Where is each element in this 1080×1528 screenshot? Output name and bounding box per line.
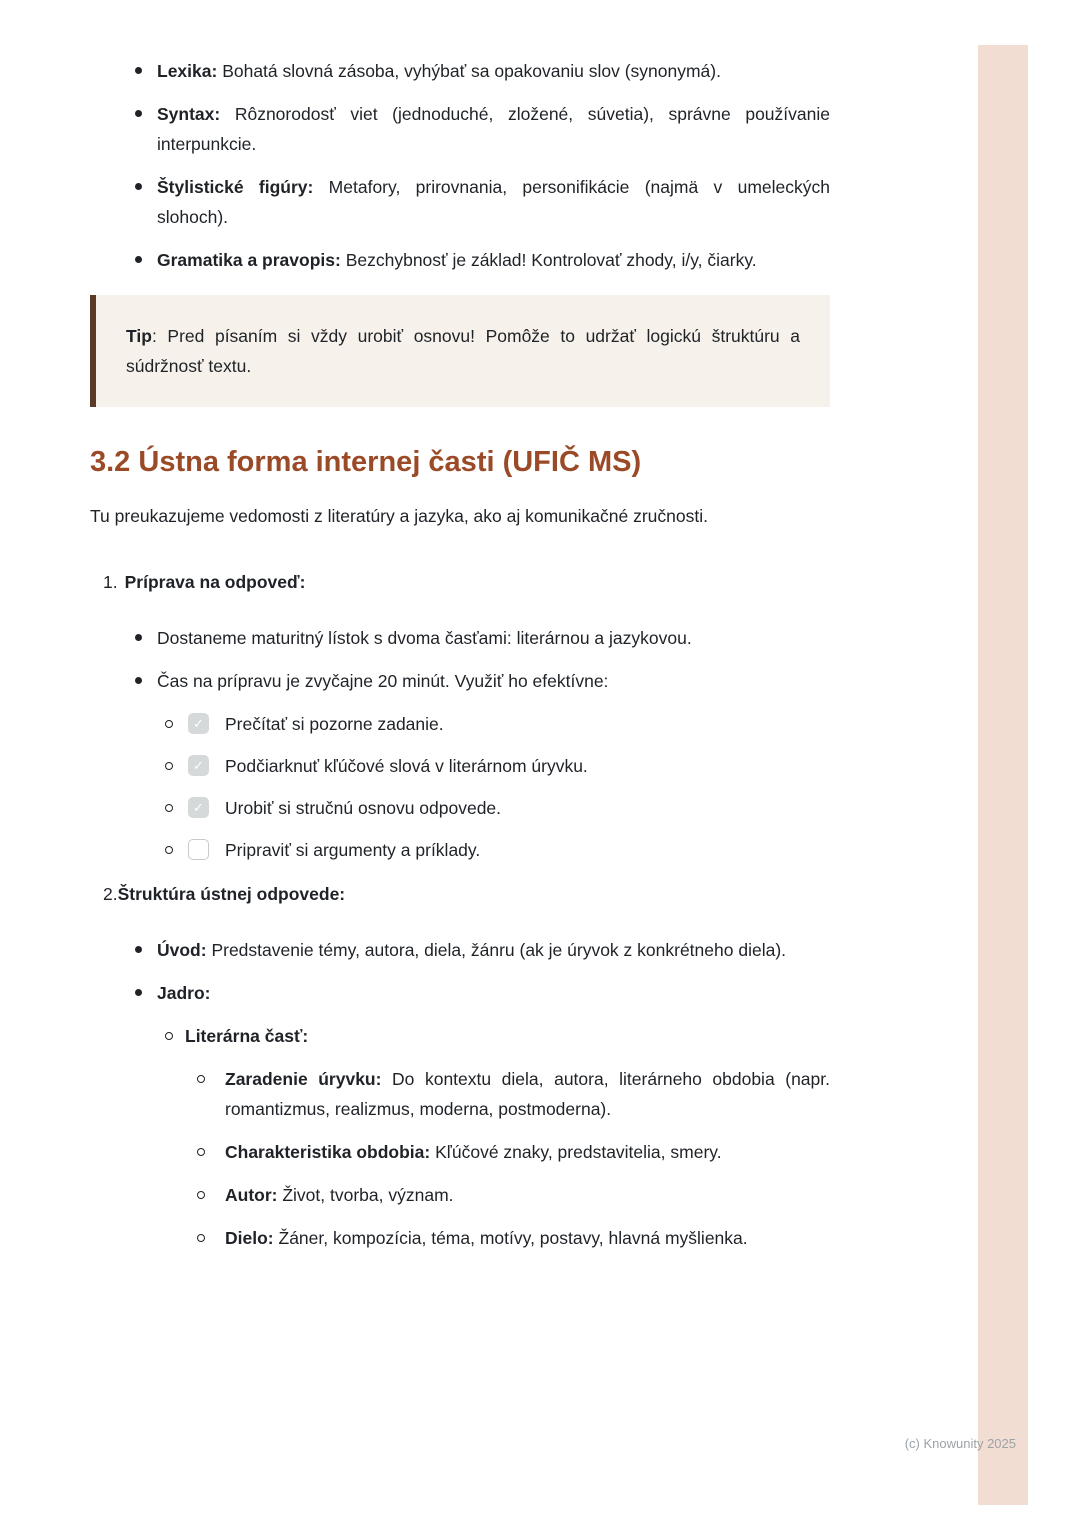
bullet-icon (135, 623, 157, 641)
step1-bullets (135, 623, 830, 696)
item-number: 1. (103, 572, 118, 592)
bullet-icon (135, 666, 157, 684)
literarna-sublist (197, 1064, 830, 1253)
step2-bullets (135, 935, 830, 1008)
list-item-text (157, 172, 830, 232)
checkbox-checked-icon[interactable] (188, 797, 209, 818)
list-item (135, 172, 830, 232)
list-item-label: Literárna časť: (185, 1026, 309, 1046)
writing-criteria-list (135, 56, 830, 275)
checkbox-checked-icon[interactable] (188, 755, 209, 776)
jadro-sublist (165, 1021, 830, 1051)
checklist-item (165, 793, 830, 823)
section-intro: Tu preukazujeme vedomosti z literatúry a jazyka, ako aj komunikačné zručnosti. (90, 506, 708, 526)
list-item (197, 1064, 830, 1124)
list-item (135, 623, 830, 653)
list-item (135, 245, 830, 275)
list-item-body: Žáner, kompozícia, téma, motívy, postavy, hlavná myšlienka. (278, 1228, 748, 1248)
checklist-item (165, 835, 830, 865)
checkbox-unchecked-icon[interactable] (188, 839, 209, 860)
checklist-item-text: Podčiarknuť kľúčové slová v literárnom úryvku. (225, 756, 588, 776)
list-item-text (157, 978, 830, 1008)
list-item-body: Život, tvorba, význam. (282, 1185, 454, 1205)
list-item-text (157, 99, 830, 159)
circle-bullet-icon (197, 1064, 225, 1083)
checklist-item-text: Pripraviť si argumenty a príklady. (225, 840, 481, 860)
bullet-icon (135, 56, 157, 74)
list-item-body: Predstavenie témy, autora, diela, žánru (ak je úryvok z konkrétneho diela). (211, 940, 787, 960)
tip-text: : Pred písaním si vždy urobiť osnovu! Pomôže to udržať logickú štruktúru a súdržnosť textu. (126, 326, 800, 376)
checklist-item (165, 709, 830, 739)
item-title: Príprava na odpoveď: (124, 572, 306, 592)
numbered-item-2 (103, 879, 830, 909)
list-item-label: Jadro: (157, 983, 211, 1003)
section-heading: 3.2 Ústna forma internej časti (UFIČ MS) (90, 446, 642, 478)
list-item-text: Čas na prípravu je zvyčajne 20 minút. Využiť ho efektívne: (157, 671, 609, 691)
list-item-text (157, 245, 830, 275)
list-item-text (185, 1021, 830, 1051)
list-item-text (225, 1180, 830, 1210)
circle-bullet-icon (197, 1137, 225, 1156)
list-item-label: Lexika: (157, 61, 218, 81)
checklist-item-text: Urobiť si stručnú osnovu odpovede. (225, 798, 502, 818)
list-item (135, 56, 830, 86)
list-item-text (225, 1223, 830, 1253)
list-item-jadro (135, 978, 830, 1008)
list-item-label: Charakteristika obdobia: (225, 1142, 431, 1162)
circle-bullet-icon (197, 1180, 225, 1199)
bullet-icon (135, 99, 157, 117)
item-number: 2. (103, 884, 118, 904)
check-icon: ✓ (193, 800, 204, 815)
list-item (135, 666, 830, 696)
list-item (197, 1137, 830, 1167)
item-title: Štruktúra ústnej odpovede: (117, 884, 346, 904)
list-item-label: Zaradenie úryvku: (225, 1069, 382, 1089)
list-item-label: Úvod: (157, 940, 207, 960)
circle-bullet-icon (197, 1223, 225, 1242)
bullet-icon (135, 172, 157, 190)
check-icon: ✓ (193, 716, 204, 731)
list-item-label: Gramatika a pravopis: (157, 250, 341, 270)
circle-bullet-icon (165, 793, 188, 812)
circle-bullet-icon (165, 709, 188, 728)
preparation-checklist (165, 709, 830, 865)
numbered-item-1 (103, 567, 830, 597)
checklist-item-text: Prečítať si pozorne zadanie. (225, 714, 444, 734)
list-item-body: Do kontextu diela, autora, literárneho obdobia (napr. romantizmus, realizmus, moderna, postmoderna). (225, 1069, 830, 1119)
list-item-label: Syntax: (157, 104, 221, 124)
list-item-text (225, 1137, 830, 1167)
list-item (197, 1223, 830, 1253)
circle-bullet-icon (165, 835, 188, 854)
list-item-body: Metafory, prirovnania, personifikácie (najmä v umeleckých slohoch). (157, 177, 830, 227)
bullet-icon (135, 935, 157, 953)
list-item-literarna (165, 1021, 830, 1051)
list-item-body: Rôznorodosť viet (jednoduché, zložené, súvetia), správne používanie interpunkcie. (157, 104, 830, 154)
list-item-body: Kľúčové znaky, predstavitelia, smery. (435, 1142, 722, 1162)
circle-bullet-icon (165, 751, 188, 770)
copyright-notice: (c) Knowunity 2025 (904, 1436, 1016, 1451)
list-item-label: Štylistické figúry: (157, 177, 314, 197)
list-item-text: Dostaneme maturitný lístok s dvoma časťami: literárnou a jazykovou. (157, 628, 692, 648)
list-item-text (225, 1064, 830, 1124)
checkbox-checked-icon[interactable] (188, 713, 209, 734)
list-item-text (157, 56, 830, 86)
bullet-icon (135, 245, 157, 263)
check-icon: ✓ (193, 758, 204, 773)
list-item-uvod (135, 935, 830, 965)
tip-callout (90, 295, 830, 407)
tip-label: Tip (126, 326, 152, 346)
list-item-label: Dielo: (225, 1228, 274, 1248)
checklist-item (165, 751, 830, 781)
list-item-label: Autor: (225, 1185, 278, 1205)
list-item-text (157, 935, 830, 965)
bullet-icon (135, 978, 157, 996)
circle-bullet-icon (165, 1021, 185, 1040)
list-item (197, 1180, 830, 1210)
list-item-body: Bezchybnosť je základ! Kontrolovať zhody, i/y, čiarky. (345, 250, 757, 270)
list-item-body: Bohatá slovná zásoba, vyhýbať sa opakovaniu slov (synonymá). (222, 61, 721, 81)
list-item (135, 99, 830, 159)
